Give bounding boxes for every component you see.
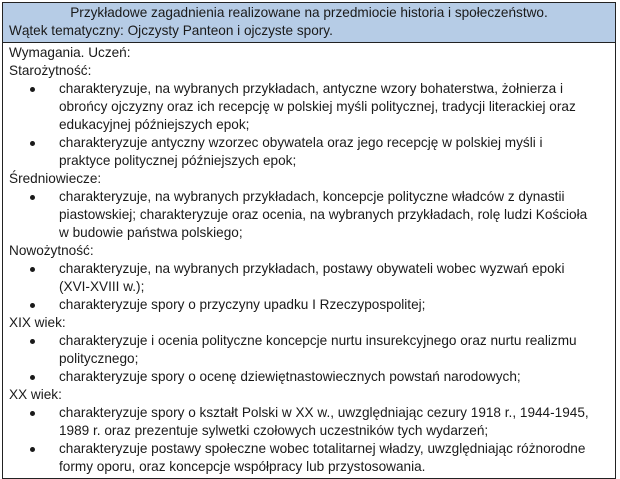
bullet-icon bbox=[30, 339, 35, 344]
list-item-text: charakteryzuje spory o przyczyny upadku I Rzeczypospolitej; bbox=[59, 297, 426, 312]
curriculum-table bbox=[2, 2, 616, 479]
list-item bbox=[9, 368, 609, 386]
section-early-modern bbox=[9, 242, 609, 314]
list-item bbox=[9, 134, 609, 170]
section-heading: Średniowiecze: bbox=[9, 171, 102, 186]
list-item-text: charakteryzuje spory o kształt Polski w XX w., uwzględniając cezury 1918 r., 1944-1945, 1989 r. oraz prezentuje sylwetki czołowych uczestników tych wydarzeń; bbox=[59, 405, 589, 438]
list-item bbox=[9, 188, 609, 242]
bullet-icon bbox=[30, 141, 35, 146]
bullet-icon bbox=[30, 411, 35, 416]
bullet-list bbox=[9, 80, 609, 170]
list-item-text: charakteryzuje antyczny wzorzec obywatela oraz jego recepcję w polskiej myśli i praktyce politycznej późniejszych epok; bbox=[59, 135, 543, 168]
list-item bbox=[9, 332, 609, 368]
section-middle-ages bbox=[9, 170, 609, 242]
bullet-list bbox=[9, 188, 609, 242]
section-heading: Nowożytność: bbox=[9, 243, 94, 258]
list-item bbox=[9, 404, 609, 440]
section-heading: XIX wiek: bbox=[9, 315, 66, 330]
bullet-icon bbox=[30, 87, 35, 92]
list-item-text: charakteryzuje, na wybranych przykładach, postawy obywateli wobec wyzwań epoki (XVI-XVIII w.); bbox=[59, 261, 565, 294]
section-19th-century bbox=[9, 314, 609, 386]
list-item-text: charakteryzuje spory o ocenę dziewiętnastowiecznych powstań narodowych; bbox=[59, 369, 521, 384]
section-heading: XX wiek: bbox=[9, 387, 62, 402]
list-item-text: charakteryzuje i ocenia polityczne koncepcje nurtu insurekcyjnego oraz nurtu realizmu politycznego; bbox=[59, 333, 577, 366]
requirements-intro: Wymagania. Uczeń: bbox=[9, 45, 131, 60]
bullet-list bbox=[9, 260, 609, 314]
section-ancient bbox=[9, 62, 609, 170]
table-body-cell bbox=[3, 43, 616, 479]
list-item-text: charakteryzuje postawy społeczne wobec totalitarnej władzy, uwzględniając różnorodne formy oporu, oraz koncepcje współpracy lub przystosowania. bbox=[59, 441, 586, 474]
list-item bbox=[9, 80, 609, 134]
section-heading: Starożytność: bbox=[9, 63, 92, 78]
bullet-icon bbox=[30, 267, 35, 272]
bullet-icon bbox=[30, 375, 35, 380]
bullet-list bbox=[9, 332, 609, 386]
thematic-thread: Wątek tematyczny: Ojczysty Panteon i ojczyste spory. bbox=[9, 23, 333, 38]
list-item bbox=[9, 260, 609, 296]
table-header-cell bbox=[3, 3, 616, 43]
bullet-icon bbox=[30, 195, 35, 200]
bullet-list bbox=[9, 404, 609, 476]
list-item-text: charakteryzuje, na wybranych przykładach, antyczne wzory bohaterstwa, żołnierza i obrońcy ojczyzny oraz ich recepcję w polskiej myśli politycznej, tradycji literackiej oraz edukacyjnej późniejszych epok; bbox=[59, 81, 576, 132]
list-item-text: charakteryzuje, na wybranych przykładach, koncepcje polityczne władców z dynastii piastowskiej; charakteryzuje oraz ocenia, na wybranych przykładach, rolę ludzi Kościoła w budowie państwa polskiego; bbox=[59, 189, 588, 240]
bullet-icon bbox=[30, 447, 35, 452]
list-item bbox=[9, 296, 609, 314]
table-title: Przykładowe zagadnienia realizowane na przedmiocie historia i społeczeństwo. bbox=[70, 5, 548, 20]
bullet-icon bbox=[30, 303, 35, 308]
section-20th-century bbox=[9, 386, 609, 476]
